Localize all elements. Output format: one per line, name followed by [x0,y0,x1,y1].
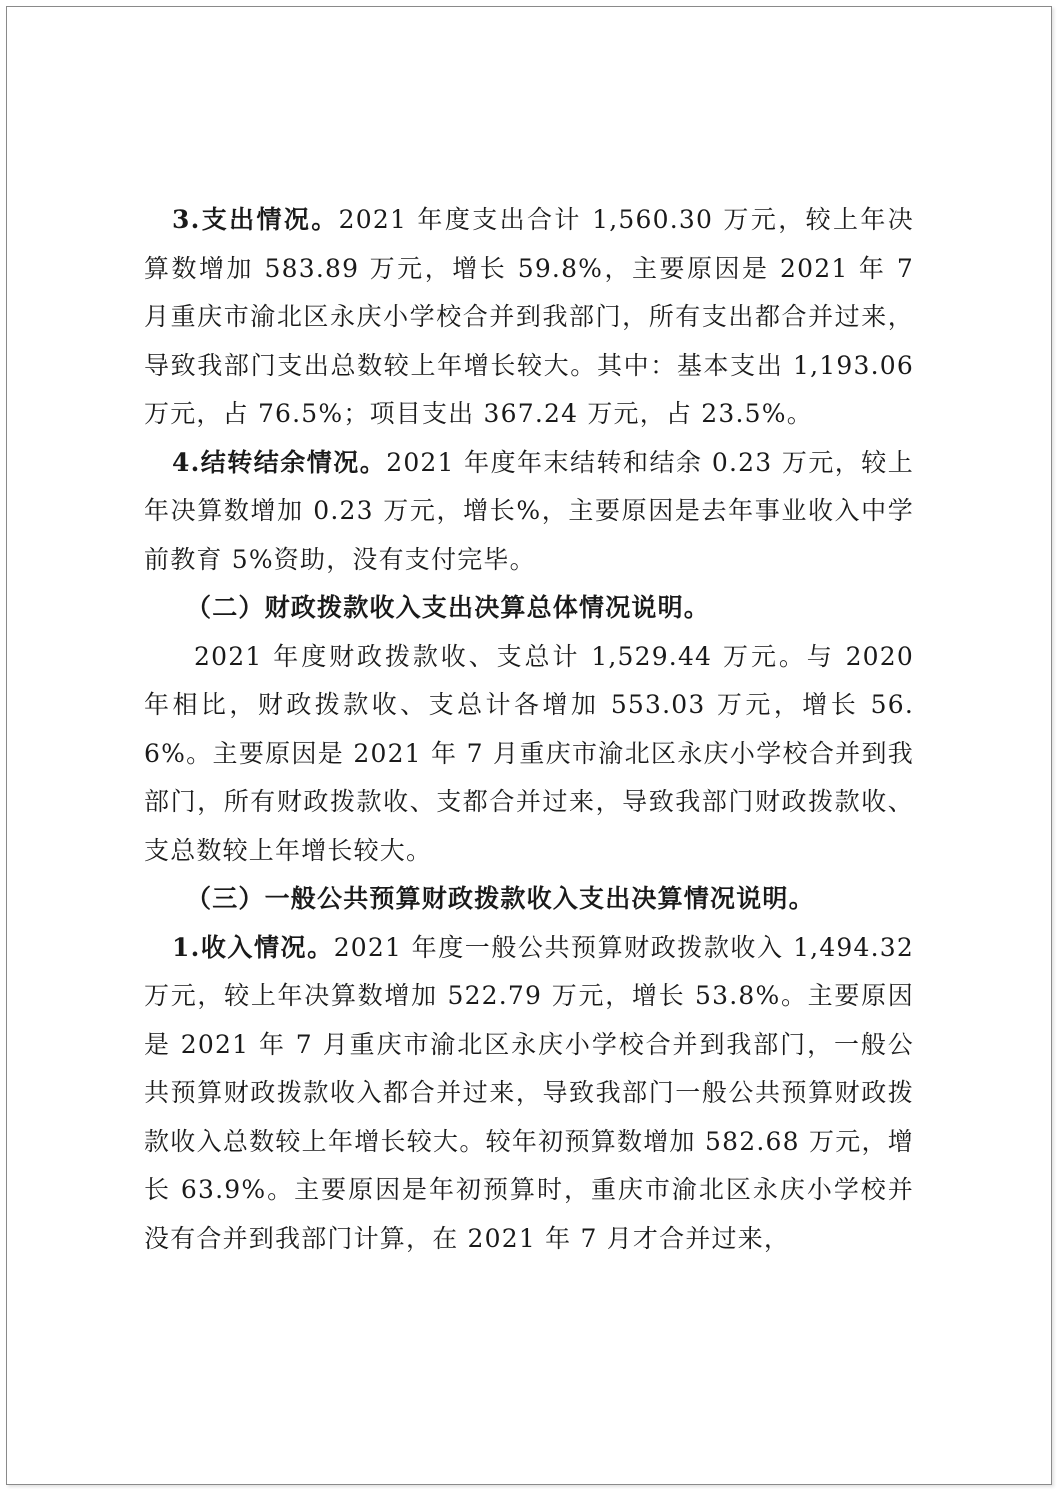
paragraph-text: 2021 年度财政拨款收、支总计 1,529.44 万元。与 2020 年相比，财政拨款收、支总计各增加 553.03 万元，增长 56.6%。主要原因是 2021 年 7 月重庆市渝北区永庆小学校合并到我部门，所有财政拨款收、支都合并过来，导致我部门财政拨款收、支总数较上年增长较大。 [144,641,914,865]
paragraph-fiscal-allocation [144,633,914,876]
paragraph-text: 2021 年度支出合计 1,560.30 万元，较上年决算数增加 583.89 万元，增长 59.8%，主要原因是 2021 年 7 月重庆市渝北区永庆小学校合并到我部门，所有支出都合并过来，导致我部门支出总数较上年增长较大。其中：基本支出 1,193.06 万元，占 76.5%；项目支出 367.24 万元，占 23.5%。 [144,205,914,428]
section-lead-carryover: 4.结转结余情况。 [172,447,387,477]
paragraph-expenditure [144,196,914,439]
paragraph-text: 2021 年度年末结转和结余 0.23 万元，较上年决算数增加 0.23 万元，增长%，主要原因是去年事业收入中学前教育 5%资助，没有支付完毕。 [144,447,914,574]
section-lead-expenditure: 3.支出情况。 [172,205,339,234]
paragraph-text: 2021 年度一般公共预算财政拨款收入 1,494.32 万元，较上年决算数增加 522.79 万元，增长 53.8%。主要原因是 2021 年 7 月重庆市渝北区永庆小学校合并到我部门，一般公共预算财政拨款收入都合并过来，导致我部门一般公共预算财政拨款收入总数较上年增长较大。较年初预算数增加 582.68 万元，增长 63.9%。主要原因是年初预算时，重庆市渝北区永庆小学校并没有合并到我部门计算，在 2021 年 7 月才合并过来， [144,932,915,1253]
section-heading-fiscal-allocation: （二）财政拨款收入支出决算总体情况说明。 [186,593,711,622]
section-lead-income: 1.收入情况。 [172,932,334,962]
section-heading-general-budget: （三）一般公共预算财政拨款收入支出决算情况说明。 [186,884,815,913]
document-body [144,196,914,1263]
paragraph-income [144,924,914,1264]
paragraph-carryover [144,439,914,585]
